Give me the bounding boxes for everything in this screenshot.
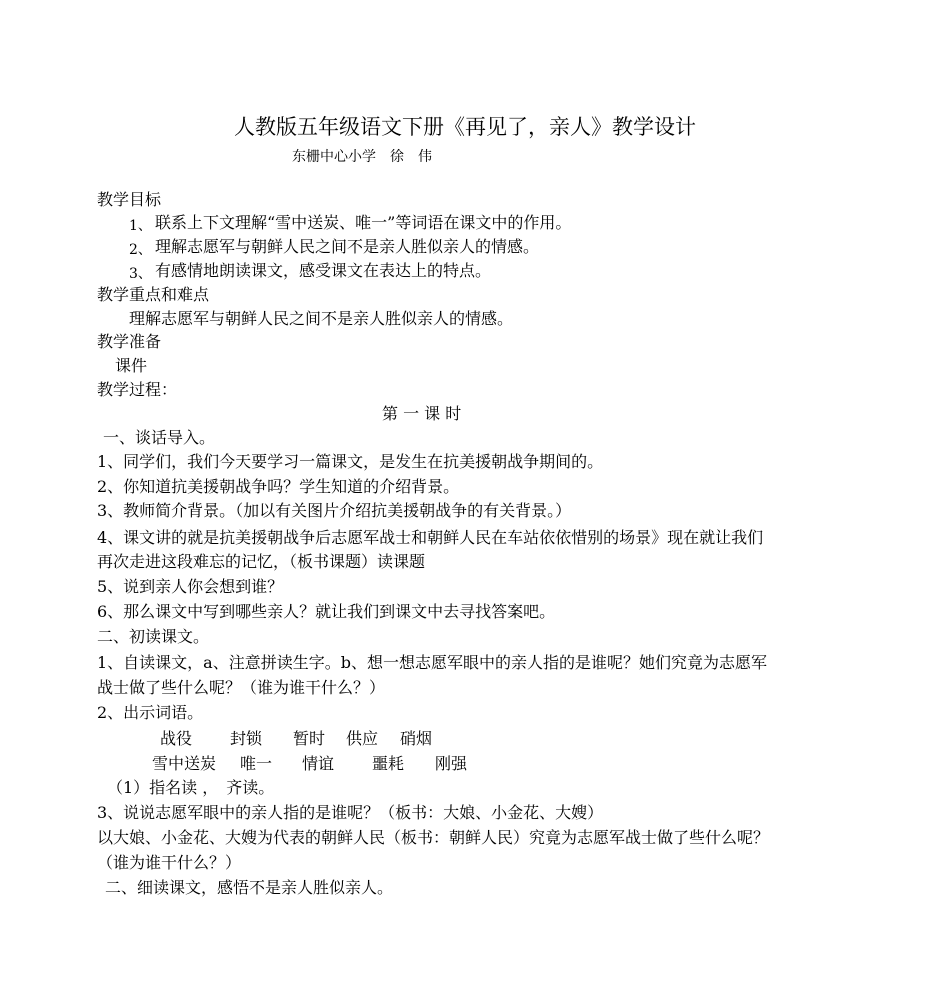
key-points-heading: 教学重点和难点: [97, 285, 210, 304]
objective-text: 联系上下文理解“雪中送炭、唯一”等词语在课文中的作用。: [155, 213, 572, 232]
paragraph-line: 3、教师简介背景。（加以有关图片介绍抗美援朝战争的有关背景。）: [97, 501, 572, 520]
vocabulary-word: 供应: [346, 729, 379, 748]
vocabulary-word: 战役: [160, 729, 193, 748]
objective-number: 3、: [129, 266, 152, 282]
section-heading: 二、初读课文。: [97, 627, 210, 646]
objective-text: 理解志愿军与朝鲜人民之间不是亲人胜似亲人的情感。: [155, 237, 540, 256]
preparation-heading: 教学准备: [97, 332, 162, 351]
paragraph-line: （谁为谁干什么？）: [97, 853, 242, 872]
paragraph-line: 6、那么课文中写到哪些亲人？就让我们到课文中去寻找答案吧。: [97, 602, 556, 621]
objectives-heading: 教学目标: [97, 190, 162, 209]
objective-number: 2、: [129, 242, 152, 258]
preparation-text: 课件: [115, 356, 148, 375]
section-heading: 二、细读课文，感悟不是亲人胜似亲人。: [105, 878, 394, 897]
vocabulary-word: 暂时: [293, 729, 326, 748]
objective-text: 有感情地朗读课文，感受课文在表达上的特点。: [155, 261, 492, 280]
paragraph-line: 3、说说志愿军眼中的亲人指的是谁呢？（板书：大娘、小金花、大嫂）: [97, 803, 604, 822]
paragraph-line: （1）指名读 ， 齐读。: [107, 778, 275, 797]
paragraph-line: 战士做了些什么呢？（谁为谁干什么？）: [97, 678, 386, 697]
paragraph-line: 5、说到亲人你会想到谁？: [97, 577, 284, 596]
vocabulary-word: 硝烟: [400, 729, 433, 748]
vocabulary-word: 唯一: [240, 754, 273, 773]
key-points-text: 理解志愿军与朝鲜人民之间不是亲人胜似亲人的情感。: [129, 309, 514, 328]
document-title: 人教版五年级语文下册《再见了，亲人》教学设计: [234, 115, 696, 139]
paragraph-line: 以大娘、小金花、大嫂为代表的朝鲜人民（板书：朝鲜人民）究竟为志愿军战士做了些什么呢？: [97, 828, 770, 847]
paragraph-line: 1、同学们，我们今天要学习一篇课文，是发生在抗美援朝战争期间的。: [97, 452, 604, 471]
author-line: 东栅中心小学 徐 伟: [292, 149, 432, 165]
vocabulary-word: 封锁: [230, 729, 263, 748]
lesson-heading: 第 一 课 时: [382, 404, 462, 423]
process-heading: 教学过程：: [97, 380, 178, 399]
section-heading: 一、谈话导入。: [103, 428, 216, 447]
vocabulary-word: 噩耗: [372, 754, 405, 773]
vocabulary-word: 雪中送炭: [152, 754, 217, 773]
paragraph-line: 4、课文讲的就是抗美援朝战争后志愿军战士和朝鲜人民在车站依依惜别的场景》现在就让我们: [97, 528, 764, 547]
paragraph-line: 再次走进这段难忘的记忆，（板书课题）读课题: [97, 552, 426, 571]
objective-number: 1、: [129, 218, 152, 234]
paragraph-line: 1、自读课文，a、注意拼读生字。b、想一想志愿军眼中的亲人指的是谁呢？她们究竟为志愿军: [97, 653, 767, 672]
vocabulary-word: 刚强: [435, 754, 468, 773]
vocabulary-word: 情谊: [302, 754, 335, 773]
paragraph-line: 2、你知道抗美援朝战争吗？学生知道的介绍背景。: [97, 477, 460, 496]
paragraph-line: 2、出示词语。: [97, 703, 204, 722]
